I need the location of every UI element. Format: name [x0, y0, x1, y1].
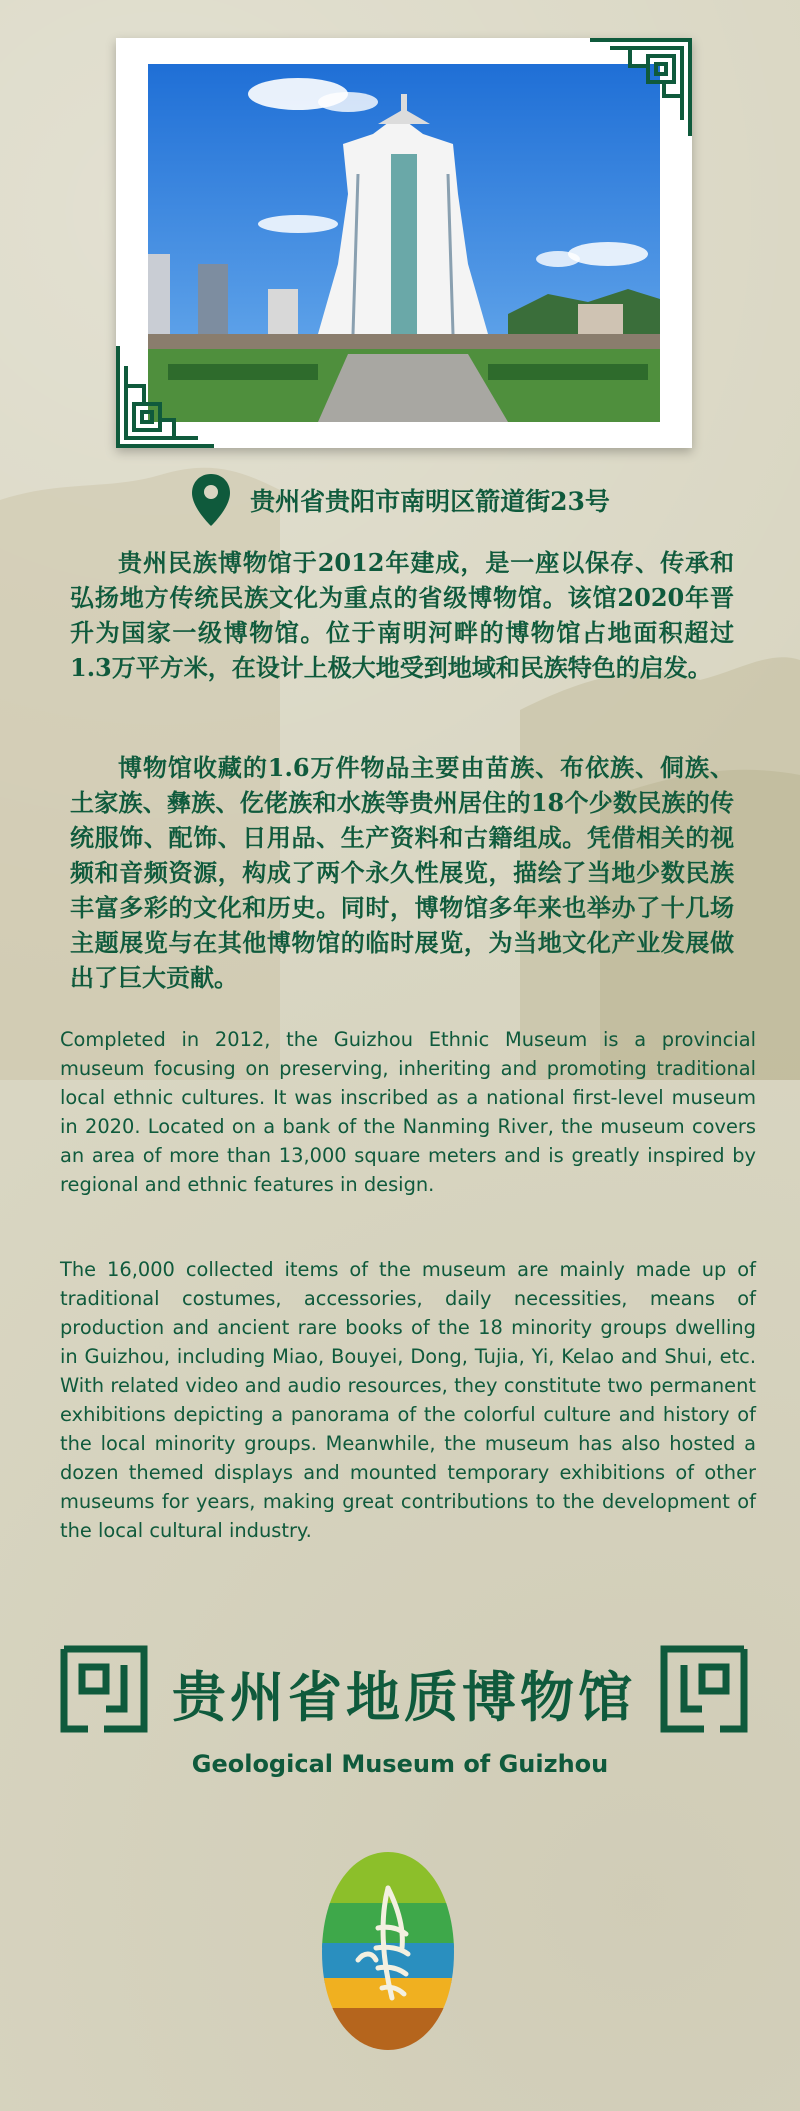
museum-photo — [148, 64, 660, 422]
museum-logo-icon — [318, 1848, 458, 2053]
knot-ornament-icon — [660, 1645, 748, 1733]
museum-photo-frame — [116, 38, 692, 448]
map-pin-icon — [190, 472, 232, 528]
knot-ornament-icon — [60, 1645, 148, 1733]
section-title-en: Geological Museum of Guizhou — [191, 1750, 609, 1778]
corner-ornament-icon — [114, 346, 218, 450]
description-en-paragraph-2: The 16,000 collected items of the museum are mainly made up of traditional costumes, accessories, daily necessities, means of production and ancient rare books of the 18 minority groups dwelling in Guizhou, including Miao, Bouyei, Dong, Tujia, Yi, Kelao and Shui, etc. With related video and audio resources, they constitute two permanent exhibitions depicting a panorama of the colorful culture and history of the local minority groups. Meanwhile, the museum has also hosted a dozen themed displays and mounted temporary exhibitions of other museums for years, making great contributions to the development of the local cultural industry. — [60, 1258, 756, 1542]
section-title-zh: 贵州省地质博物馆 — [172, 1665, 636, 1729]
description-zh-paragraph-1: 贵州民族博物馆于2012年建成，是一座以保存、传承和弘扬地方传统民族文化为重点的省级博物馆。该馆2020年晋升为国家一级博物馆。位于南明河畔的博物馆占地面积超过1.3万平方米，在设计上极大地受到地域和民族特色的启发。 — [70, 548, 734, 682]
address-text: 贵州省贵阳市南明区箭道街23号 — [250, 487, 610, 516]
description-en-paragraph-1: Completed in 2012, the Guizhou Ethnic Museum is a provincial museum focusing on preserving, inheriting and promoting traditional local ethnic cultures. It was inscribed as a national first-level museum in 2020. Located on a bank of the Nanming River, the museum covers an area of more than 13,000 square meters and is greatly inspired by regional and ethnic features in design. — [60, 1028, 756, 1196]
address-row — [0, 472, 800, 532]
description-zh-paragraph-2: 博物馆收藏的1.6万件物品主要由苗族、布依族、侗族、土家族、彝族、仡佬族和水族等贵州居住的18个少数民族的传统服饰、配饰、日用品、生产资料和古籍组成。凭借相关的视频和音频资源，构成了两个永久性展览，描绘了当地少数民族丰富多彩的文化和历史。同时，博物馆多年来也举办了十几场主题展览与在其他博物馆的临时展览，为当地文化产业发展做出了巨大贡献。 — [70, 753, 734, 992]
section-title-row — [60, 1645, 748, 1737]
corner-ornament-icon — [590, 36, 694, 140]
